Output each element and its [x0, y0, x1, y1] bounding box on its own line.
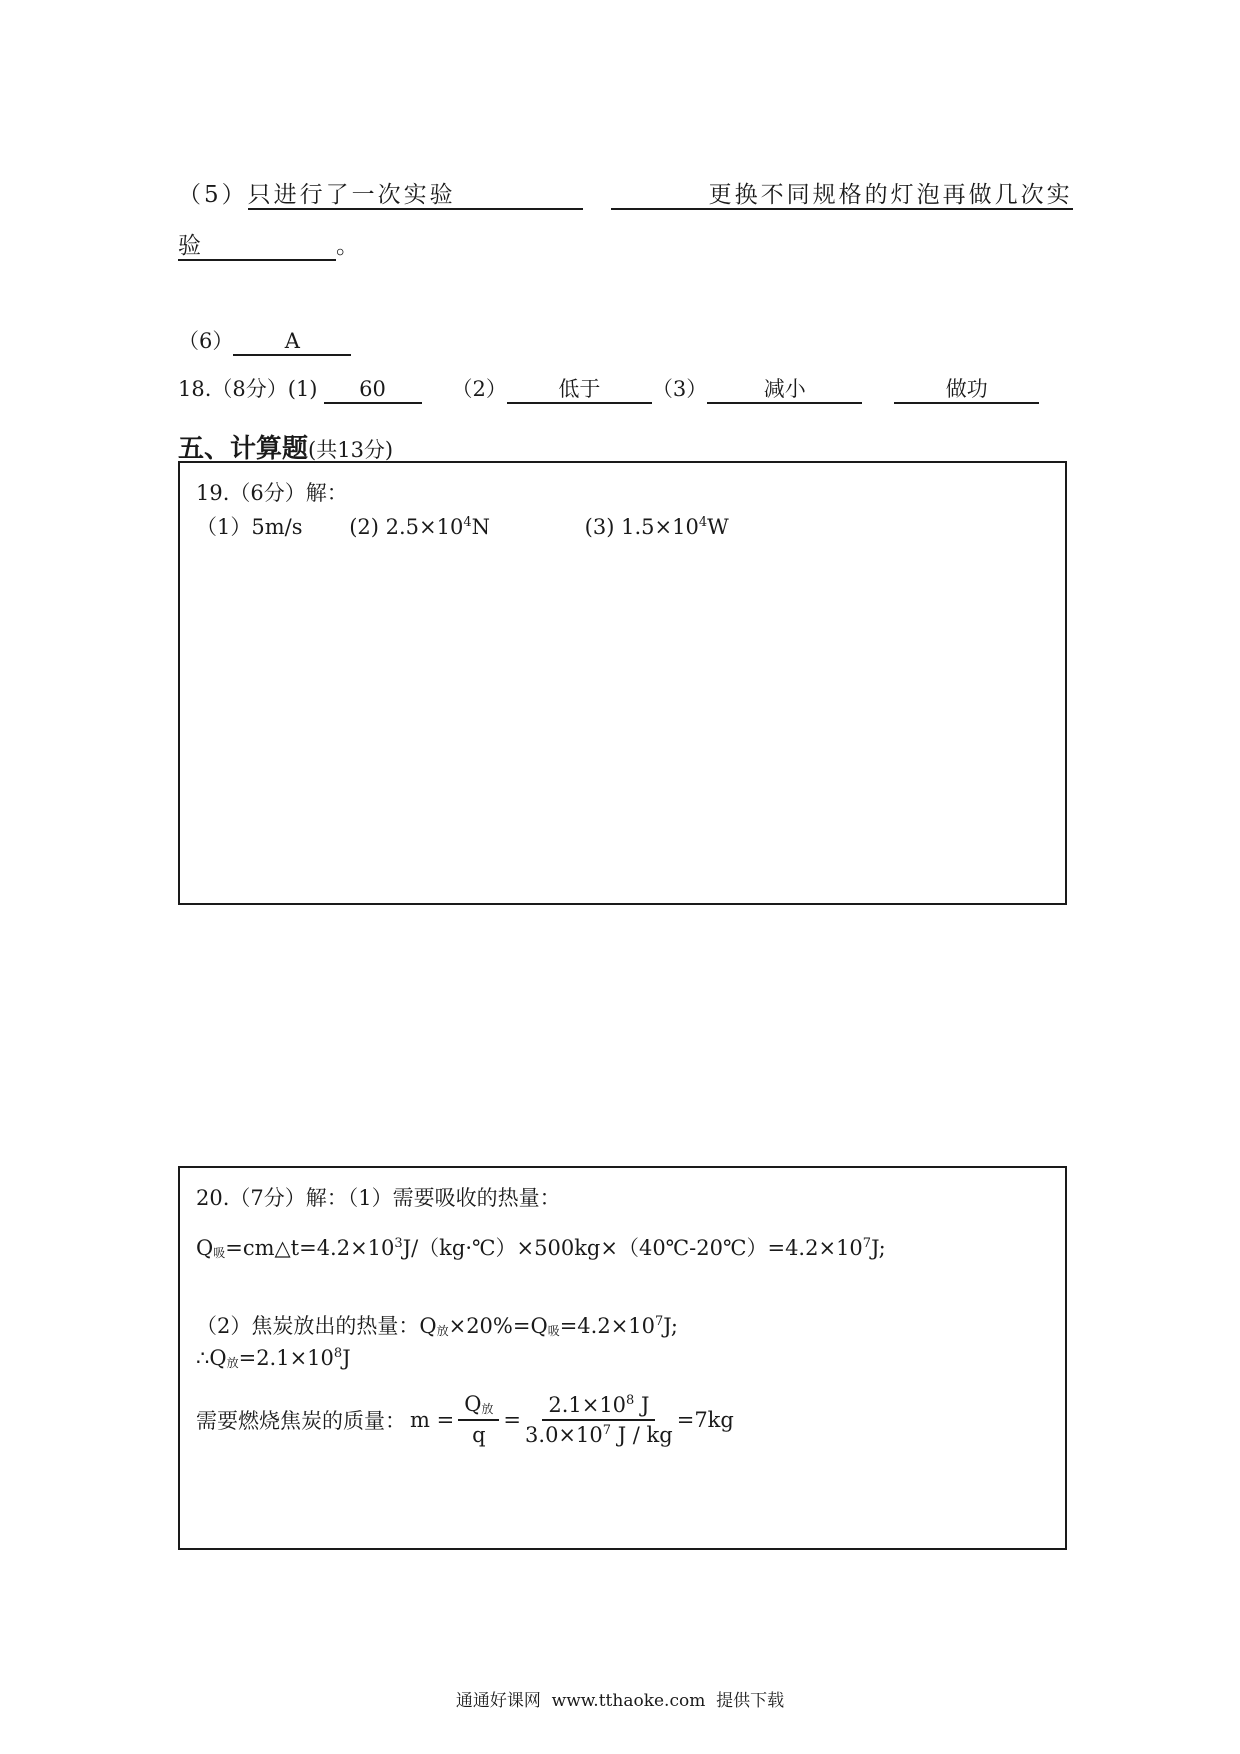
q18-answer2: 低于	[507, 376, 652, 404]
q18-answer4: 做功	[894, 376, 1039, 404]
q17-part5-line1	[178, 176, 1073, 210]
q19-answers	[196, 511, 729, 541]
q18-answer1: 60	[324, 376, 422, 404]
q20-equals: =	[503, 1407, 522, 1432]
q17-part6-label: （6）	[178, 329, 234, 353]
q17-part5-end: 。	[336, 233, 362, 259]
q20-result: =7kg	[676, 1407, 734, 1432]
q17-part5-line2	[178, 227, 362, 261]
q20-mass-formula	[196, 1392, 734, 1447]
q20-q-released-value: ∴Q放$=2.1\times 10^8J$	[196, 1346, 351, 1370]
section5-heading	[178, 428, 393, 465]
q17-part5-answer1: 只进行了一次实验	[248, 182, 583, 210]
q19-header: 19.（6分）解：	[196, 481, 348, 505]
q19-answer3: (3) $1.5\times 10^4W$	[584, 515, 729, 539]
q20-header: 20.（7分）解：（1）需要吸收的热量：	[196, 1186, 561, 1210]
q19-answer2: (2) $2.5\times 10^4N$	[349, 515, 490, 539]
q17-part5-answer2-cont: 验	[178, 233, 336, 261]
section5-title: 五、计算题	[178, 434, 309, 464]
q18-answer3: 减小	[707, 376, 862, 404]
q19-answer-box	[178, 461, 1067, 905]
q20-heat-released: （2）焦炭放出的热量：Q放×20%=Q吸$=4.2\times 10^7J$;	[196, 1314, 678, 1338]
q17-part5-answer2: 更换不同规格的灯泡再做几次实	[611, 182, 1073, 210]
q20-heat-absorbed: Q吸$=cm\triangle t=4.2\times 10^3J/(kg\cdot℃)\times 500kg\times(40℃-20℃)=4.2\times 10^7J$;	[196, 1236, 886, 1260]
q20-fraction-values: $\frac{2.1\times 10^8 J}{3.0\times 10^7 J / kg}$	[525, 1392, 673, 1447]
page-footer: 通通好课网 www.tthaoke.com 提供下载	[455, 1691, 785, 1711]
q18-label2: （2）	[451, 377, 507, 401]
q17-part5-label: （5）	[178, 182, 248, 208]
q17-part6-line	[178, 325, 351, 356]
q18-line	[178, 373, 1039, 404]
q20-fraction-q-over-q: $\frac{\text{Q放}}{q}$	[458, 1392, 499, 1447]
q17-part6-answer: A	[233, 328, 351, 356]
q19-answer1: （1）5m/s	[196, 515, 303, 539]
section5-note: (共13分)	[308, 438, 394, 462]
q20-answer-box	[178, 1166, 1067, 1550]
q18-label3: （3）	[651, 377, 708, 401]
q18-label: 18.（8分）(1)	[178, 377, 318, 401]
q20-mass-symbol: m =	[410, 1407, 455, 1432]
q20-mass-label: 需要燃烧焦炭的质量：	[196, 1408, 406, 1433]
